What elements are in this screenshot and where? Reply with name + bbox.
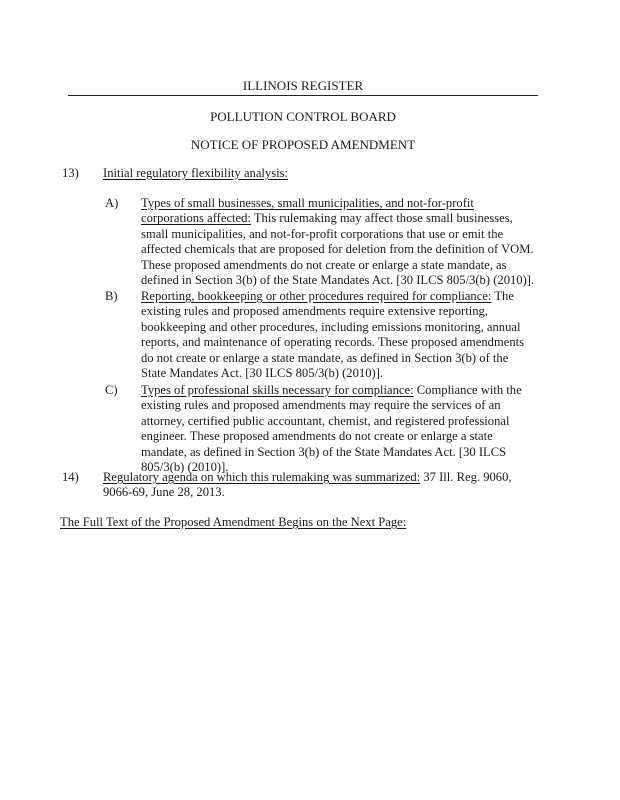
item-c-text <box>141 383 535 475</box>
item-c-body: Compliance with the existing rules and proposed amendments may require the services of an attorney, certified public accountant, chemist, and registered professional engineer. These proposed amendments do not create or enlarge a state mandate, as defined in Section 3(b) of the State Mandates Act. [30 ILCS 805/3(b) (2010)]. <box>141 383 522 475</box>
full-text-notice <box>60 515 530 530</box>
item-a-body: This rulemaking may affect those small businesses, small municipalities, and not-for-profit corporations that use or emit the affected chemicals that are proposed for deletion from the definition of VOM. These proposed amendments do not create or enlarge a state mandate, as defined in Section 3(b) of the State Mandates Act. [30 ILCS 805/3(b) (2010)]. <box>141 211 535 288</box>
item-a-label: A) <box>105 196 119 210</box>
header-rule <box>68 95 538 96</box>
item-b-text <box>141 289 535 381</box>
section-14-number: 14) <box>62 470 79 484</box>
section-13-number: 13) <box>62 166 79 180</box>
item-b-body: The existing rules and proposed amendments require extensive reporting, bookkeeping and other procedures, including emissions monitoring, annual reports, and maintenance of operating records. These proposed amendments do not create or enlarge a state mandate, as defined in Section 3(b) of the State Mandates Act. [30 ILCS 805/3(b) (2010)]. <box>141 289 525 381</box>
board-name: POLLUTION CONTROL BOARD <box>210 109 396 124</box>
section-13-heading <box>103 166 535 181</box>
item-b-label: B) <box>105 289 118 303</box>
item-c-label: C) <box>105 383 118 397</box>
item-a-heading: Types of small businesses, small municipalities, and not-for-profit corporations affected: <box>141 196 474 226</box>
section-14-heading: Regulatory agenda on which this rulemaking was summarized: <box>103 470 421 484</box>
register-title: ILLINOIS REGISTER <box>242 78 364 93</box>
section-13-heading-text: Initial regulatory flexibility analysis: <box>103 166 289 180</box>
section-14-text <box>103 470 535 501</box>
notice-title: NOTICE OF PROPOSED AMENDMENT <box>190 137 416 152</box>
full-text-notice-text: The Full Text of the Proposed Amendment Begins on the Next Page: <box>60 515 407 529</box>
item-a-text <box>141 196 535 288</box>
item-b-heading: Reporting, bookkeeping or other procedures required for compliance: <box>141 289 492 303</box>
item-c-heading: Types of professional skills necessary for compliance: <box>141 383 414 397</box>
section-14-body: 37 Ill. Reg. 9060, 9066-69, June 28, 2013. <box>103 470 512 500</box>
